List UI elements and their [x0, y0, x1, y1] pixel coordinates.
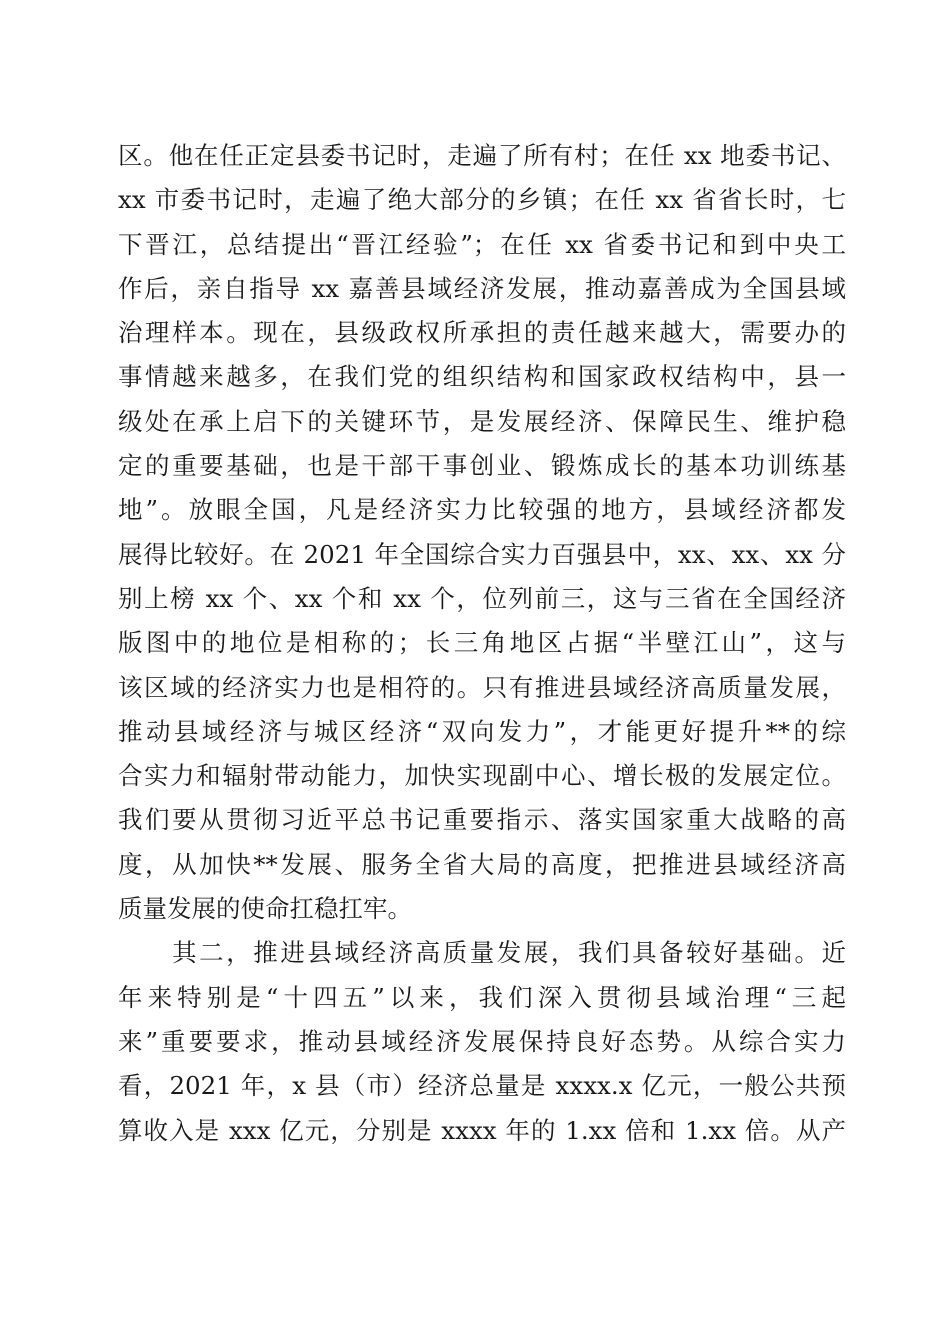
text-line: 级处在承上启下的关键环节，是发展经济、保障民生、维护稳: [118, 406, 846, 436]
text-line: 推动县域经济与城区经济“双向发力”，才能更好提升**的综: [118, 716, 846, 746]
text-line: 算收入是 xxx 亿元，分别是 xxxx 年的 1.xx 倍和 1.xx 倍。从产: [118, 1115, 846, 1145]
text-line: 其二，推进县域经济高质量发展，我们具备较好基础。近: [118, 938, 846, 968]
text-line: 地”。放眼全国，凡是经济实力比较强的地方，县域经济都发: [118, 495, 846, 525]
text-line: 定的重要基础，也是干部干事创业、锻炼成长的基本功训练基: [118, 451, 846, 481]
text-line: 该区域的经济实力也是相符的。只有推进县域经济高质量发展，: [118, 672, 846, 702]
text-line: 治理样本。现在，县级政权所承担的责任越来越大，需要办的: [118, 318, 846, 348]
text-line: xx 市委书记时，走遍了绝大部分的乡镇；在任 xx 省省长时，七: [118, 185, 846, 215]
text-line: 看，2021 年，x 县（市）经济总量是 xxxx.x 亿元，一般公共预: [118, 1071, 846, 1101]
text-line: 合实力和辐射带动能力，加快实现副中心、增长极的发展定位。: [118, 761, 846, 791]
text-line: 质量发展的使命扛稳扛牢。: [118, 894, 412, 924]
body-text: [118, 134, 846, 1153]
text-line: 展得比较好。在 2021 年全国综合实力百强县中，xx、xx、xx 分: [118, 539, 846, 569]
text-line: 区。他在任正定县委书记时，走遍了所有村；在任 xx 地委书记、: [118, 141, 846, 170]
text-line: 事情越来越多，在我们党的组织结构和国家政权结构中，县一: [118, 362, 846, 392]
text-line: 我们要从贯彻习近平总书记重要指示、落实国家重大战略的高: [118, 805, 846, 835]
text-line: 下晋江，总结提出“晋江经验”；在任 xx 省委书记和到中央工: [118, 229, 846, 259]
text-line: 年来特别是“十四五”以来，我们深入贯彻县域治理“三起: [118, 982, 846, 1012]
text-line: 版图中的地位是相称的；长三角地区占据“半壁江山”，这与: [118, 628, 846, 658]
text-line: 别上榜 xx 个、xx 个和 xx 个，位列前三，这与三省在全国经济: [118, 583, 846, 613]
text-line: 作后，亲自指导 xx 嘉善县域经济发展，推动嘉善成为全国县域: [118, 273, 846, 303]
text-line: 度，从加快**发展、服务全省大局的高度，把推进县域经济高: [118, 849, 846, 879]
text-line: 来”重要要求，推动县域经济发展保持良好态势。从综合实力: [118, 1026, 846, 1056]
